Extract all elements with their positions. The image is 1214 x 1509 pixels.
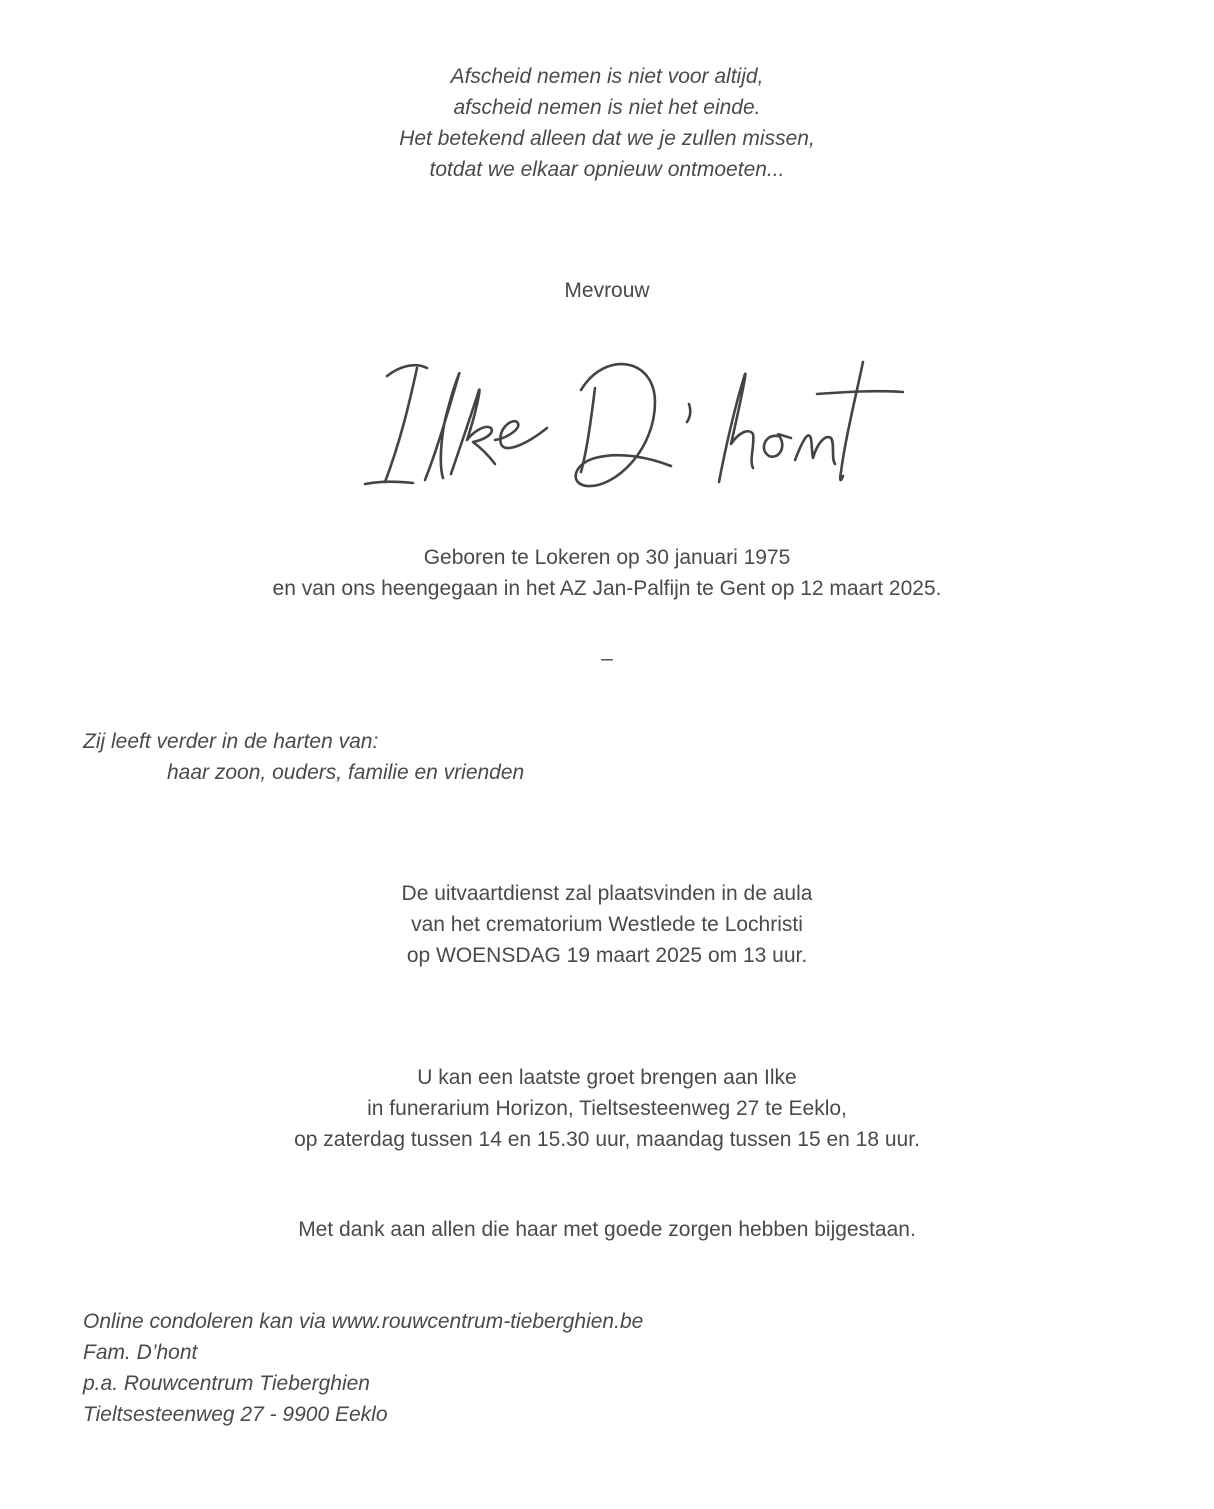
- poem-line: totdat we elkaar opnieuw ontmoeten...: [429, 158, 785, 181]
- signature-stroke: [687, 404, 690, 422]
- visitation-info: [0, 1062, 1214, 1155]
- service-line: op WOENSDAG 19 maart 2025 om 13 uur.: [406, 944, 808, 967]
- signature-stroke: [719, 374, 753, 482]
- survivors-heading: Zij leeft verder in de harten van:: [83, 730, 379, 753]
- funeral-service-info: [0, 878, 1214, 971]
- honorific-title: Mevrouw: [564, 279, 650, 302]
- thanks-note: Met dank aan allen die haar met goede zorgen hebben bijgestaan.: [298, 1218, 916, 1241]
- signature-stroke: [385, 368, 417, 482]
- signature-stroke: [451, 390, 495, 474]
- signature-stroke: [764, 434, 791, 456]
- signature-stroke: [365, 482, 413, 484]
- poem-line: Afscheid nemen is niet voor altijd,: [450, 65, 764, 88]
- signature-stroke: [840, 362, 863, 480]
- service-line: van het crematorium Westlede te Lochristi: [411, 913, 803, 936]
- visit-line: in funerarium Horizon, Tieltsesteenweg 27 te Eeklo,: [367, 1097, 847, 1120]
- condolence-link-line[interactable]: Online condoleren kan via www.rouwcentrum-tieberghien.be: [83, 1310, 644, 1333]
- survivors: [83, 726, 524, 788]
- name-signature: [355, 340, 915, 500]
- survivors-list: haar zoon, ouders, familie en vrienden: [167, 761, 525, 784]
- visit-line: op zaterdag tussen 14 en 15.30 uur, maandag tussen 15 en 18 uur.: [294, 1128, 920, 1151]
- funeral-home-line: p.a. Rouwcentrum Tieberghien: [83, 1372, 370, 1395]
- signature-stroke: [495, 421, 547, 448]
- poem-line: Het betekend alleen dat we je zullen missen,: [399, 127, 815, 150]
- birth-death-info: [0, 542, 1214, 604]
- birth-line: Geboren te Lokeren op 30 januari 1975: [423, 546, 791, 569]
- death-line: en van ons heengegaan in het AZ Jan-Palfijn te Gent op 12 maart 2025.: [272, 577, 942, 600]
- service-line: De uitvaartdienst zal plaatsvinden in de aula: [401, 882, 813, 905]
- separator-dash: –: [601, 647, 613, 670]
- address-line: Tieltsesteenweg 27 - 9900 Eeklo: [83, 1403, 388, 1426]
- poem-line: afscheid nemen is niet het einde.: [453, 96, 761, 119]
- contact-info: [83, 1306, 643, 1430]
- signature-stroke: [795, 435, 835, 464]
- poem: [0, 61, 1214, 185]
- signature-stroke: [817, 391, 903, 394]
- visit-line: U kan een laatste groet brengen aan Ilke: [417, 1066, 797, 1089]
- signature-stroke: [387, 365, 427, 376]
- family-line: Fam. D’hont: [83, 1341, 198, 1364]
